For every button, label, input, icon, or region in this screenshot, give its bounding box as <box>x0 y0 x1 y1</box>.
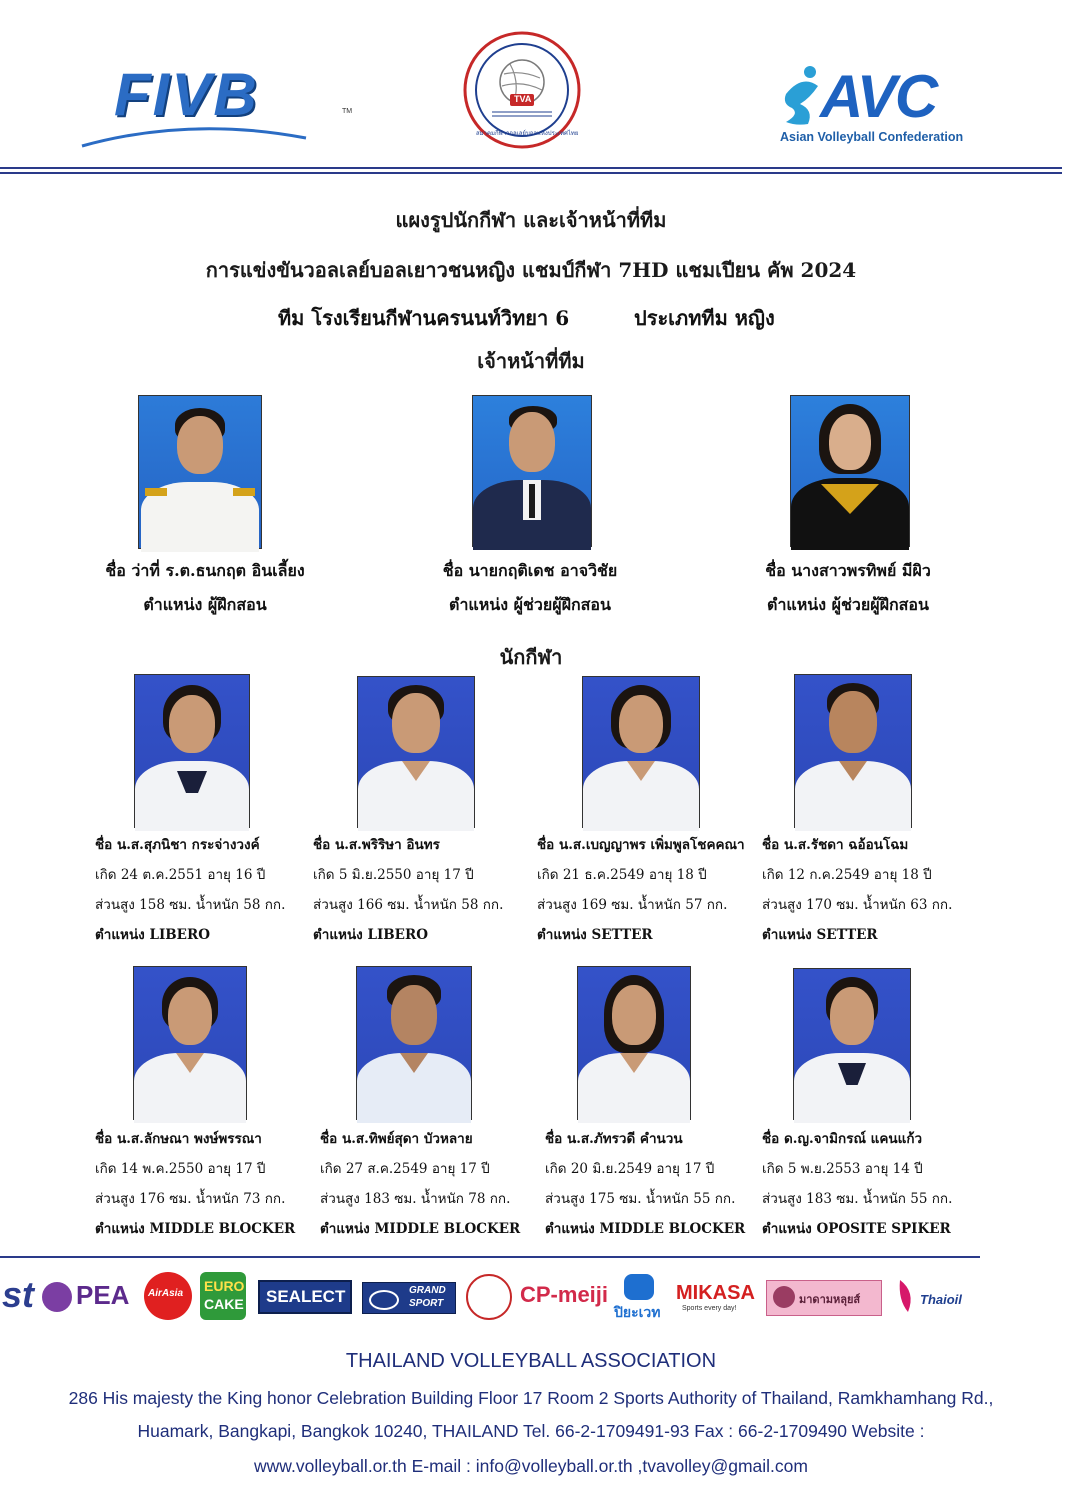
sponsor-cpmeiji-logo: CP-meiji <box>520 1282 609 1307</box>
airasia-text: AirAsia <box>148 1288 184 1299</box>
staff-photo <box>472 395 592 547</box>
athlete-position: ตำแหน่ง MIDDLE BLOCKER <box>320 1221 521 1237</box>
athlete-card <box>762 1124 982 1244</box>
athlete-position: ตำแหน่ง LIBERO <box>313 927 428 943</box>
avc-subtitle: Asian Volleyball Confederation <box>780 130 964 144</box>
athlete-position: ตำแหน่ง SETTER <box>537 927 653 943</box>
grandsport-emblem-icon <box>369 1290 399 1310</box>
athlete-name: ชื่อ น.ส.รัชดา ฉอ้อนโฉม <box>762 837 909 853</box>
tva-logo <box>462 30 582 150</box>
grandsport-logo <box>362 1282 456 1314</box>
fivb-logo-text: FIVB <box>114 61 259 128</box>
sponsor-thaioil-logo: Thaioil <box>920 1292 962 1307</box>
eurocake-text-bottom: CAKE <box>204 1296 244 1312</box>
address-line-2: Huamark, Bangkapi, Bangkok 10240, THAILAND Tel. 66-2-1709491-93 Fax : 66-2-1709490 Website : <box>137 1421 925 1441</box>
athlete-body: ส่วนสูง 176 ซม. น้ำหนัก 73 กก. <box>95 1191 286 1207</box>
thaioil-flame-icon <box>896 1278 920 1314</box>
pea-emblem-icon <box>42 1282 72 1312</box>
athlete-position: ตำแหน่ง SETTER <box>762 927 878 943</box>
athlete-name: ชื่อ น.ส.ภัทรวดี คำนวน <box>545 1131 683 1147</box>
staff-role: ตำแหน่ง ผู้ช่วยผู้ฝึกสอน <box>767 595 929 614</box>
athlete-name: ชื่อ ด.ญ.จามิกรณ์ แคนแก้ว <box>762 1131 923 1147</box>
athlete-body: ส่วนสูง 170 ซม. น้ำหนัก 63 กก. <box>762 897 953 913</box>
athlete-body: ส่วนสูง 169 ซม. น้ำหนัก 57 กก. <box>537 897 728 913</box>
staff-role: ตำแหน่ง ผู้ช่วยผู้ฝึกสอน <box>449 595 611 614</box>
footer-divider <box>0 1256 980 1258</box>
athlete-birth: เกิด 5 มิ.ย.2550 อายุ 17 ปี <box>313 867 474 883</box>
athlete-position: ตำแหน่ง MIDDLE BLOCKER <box>545 1221 746 1237</box>
tournament-title: การแข่งขันวอลเลย์บอลเยาวชนหญิง แชมป์กีฬา 7HD แชมเปียน คัพ 2024 <box>205 258 857 282</box>
athlete-card <box>313 830 533 950</box>
athlete-photo <box>794 674 912 828</box>
sealect-logo <box>258 1280 352 1314</box>
athlete-body: ส่วนสูง 175 ซม. น้ำหนัก 55 กก. <box>545 1191 736 1207</box>
athlete-card <box>320 1124 540 1244</box>
athlete-birth: เกิด 21 ธ.ค.2549 อายุ 18 ปี <box>537 867 707 883</box>
sponsor-st-logo: st <box>2 1274 35 1315</box>
sponsor-mikasa-logo: MIKASA <box>676 1282 755 1304</box>
athlete-body: ส่วนสูง 158 ซม. น้ำหนัก 58 กก. <box>95 897 286 913</box>
athlete-photo <box>582 676 700 828</box>
tva-logo-text: TVA <box>514 94 532 104</box>
eurocake-logo <box>200 1272 246 1320</box>
staff-name: ชื่อ นางสาวพรทิพย์ มีผิว <box>765 561 931 580</box>
athlete-card <box>95 830 315 950</box>
grandsport-text-bottom: SPORT <box>409 1298 444 1309</box>
sealect-text: SEALECT <box>266 1287 346 1306</box>
athlete-body: ส่วนสูง 183 ซม. น้ำหนัก 78 กก. <box>320 1191 511 1207</box>
athlete-name: ชื่อ น.ส.เบญญาพร เพิ่มพูลโชคคณา <box>537 837 745 853</box>
staff-name: ชื่อ ว่าที่ ร.ต.ธนกฤต อินเลี้ยง <box>105 561 305 580</box>
staff-heading: เจ้าหน้าที่ทีม <box>477 349 585 373</box>
athletes-heading: นักกีฬา <box>499 645 563 669</box>
athlete-birth: เกิด 24 ต.ค.2551 อายุ 16 ปี <box>95 867 266 883</box>
piyawat-emblem-icon <box>624 1274 654 1300</box>
athlete-birth: เกิด 20 มิ.ย.2549 อายุ 17 ปี <box>545 1161 715 1177</box>
staff-caption <box>400 554 660 622</box>
header-divider <box>0 167 1062 169</box>
sponsor-piyawat-logo: ปิยะเวท <box>614 1304 661 1320</box>
staff-caption <box>718 554 978 622</box>
mamamakruk-text: มาดามหลุยส์ <box>799 1293 861 1306</box>
page-title: แผงรูปนักกีฬา และเจ้าหน้าที่ทีม <box>395 208 667 232</box>
header-divider-secondary <box>0 172 1062 174</box>
athlete-birth: เกิด 12 ก.ค.2549 อายุ 18 ปี <box>762 867 932 883</box>
athlete-photo <box>356 966 472 1120</box>
athlete-photo <box>133 966 247 1120</box>
athlete-card <box>545 1124 765 1244</box>
staff-photo <box>790 395 910 547</box>
association-name: THAILAND VOLLEYBALL ASSOCIATION <box>345 1350 717 1372</box>
fivb-tm-mark: TM <box>342 108 353 115</box>
mikasa-slogan: Sports every day! <box>682 1305 737 1312</box>
athlete-birth: เกิด 27 ส.ค.2549 อายุ 17 ปี <box>320 1161 490 1177</box>
athlete-name: ชื่อ น.ส.ทิพย์สุดา บัวหลาย <box>320 1131 473 1147</box>
fivb-swoosh-icon <box>80 120 310 150</box>
athlete-photo <box>577 966 691 1120</box>
grandsport-text-top: GRAND <box>409 1285 446 1296</box>
athlete-position: ตำแหน่ง MIDDLE BLOCKER <box>95 1221 296 1237</box>
sponsor-pea-logo: PEA <box>76 1280 130 1310</box>
sponsor-bar <box>0 1268 1062 1330</box>
athlete-body: ส่วนสูง 166 ซม. น้ำหนัก 58 กก. <box>313 897 504 913</box>
athlete-card <box>95 1124 315 1244</box>
mamamakruk-logo <box>766 1280 882 1316</box>
athlete-name: ชื่อ น.ส.สุภนิชา กระจ่างวงค์ <box>95 837 260 853</box>
avc-logo <box>780 62 980 152</box>
tva-ring-text: สมาคมกีฬาวอลเลย์บอลแห่งประเทศไทย <box>476 130 579 137</box>
address-line-3: www.volleyball.or.th E-mail : info@volleyball.or.th ,tvavolley@gmail.com <box>254 1456 808 1476</box>
staff-caption <box>75 554 335 622</box>
airasia-logo <box>144 1272 192 1320</box>
team-name: ทีม โรงเรียนกีฬานครนนท์วิทยา 6 <box>278 306 570 330</box>
athlete-photo <box>793 968 911 1120</box>
athlete-name: ชื่อ น.ส.พริริษา อินทร <box>313 837 440 853</box>
staff-role: ตำแหน่ง ผู้ฝึกสอน <box>143 595 267 614</box>
athlete-photo <box>134 674 250 828</box>
team-type: ประเภททีม หญิง <box>634 306 775 330</box>
athlete-name: ชื่อ น.ส.ลักษณา พงษ์พรรณา <box>95 1131 262 1147</box>
athlete-position: ตำแหน่ง LIBERO <box>95 927 210 943</box>
staff-photo <box>138 395 262 549</box>
athlete-card <box>762 830 982 950</box>
fivb-logo <box>80 58 353 154</box>
athlete-position: ตำแหน่ง OPOSITE SPIKER <box>762 1221 951 1237</box>
eurocake-text-top: EURO <box>204 1278 245 1294</box>
athlete-birth: เกิด 5 พ.ย.2553 อายุ 14 ปี <box>762 1161 923 1177</box>
athlete-photo <box>357 676 475 828</box>
athlete-card <box>537 830 757 950</box>
avc-logo-text: AVC <box>820 63 937 130</box>
address-line-1: 286 His majesty the King honor Celebration Building Floor 17 Room 2 Sports Authority of Thailand, Ramkhamhang Rd., <box>68 1388 994 1408</box>
mamamakruk-emblem-icon <box>773 1286 795 1308</box>
staff-name: ชื่อ นายกฤติเดช อาจวิชัย <box>442 561 618 580</box>
athlete-body: ส่วนสูง 183 ซม. น้ำหนัก 55 กก. <box>762 1191 953 1207</box>
athlete-birth: เกิด 14 พ.ค.2550 อายุ 17 ปี <box>95 1161 266 1177</box>
tva-small-emblem-icon <box>466 1274 512 1320</box>
